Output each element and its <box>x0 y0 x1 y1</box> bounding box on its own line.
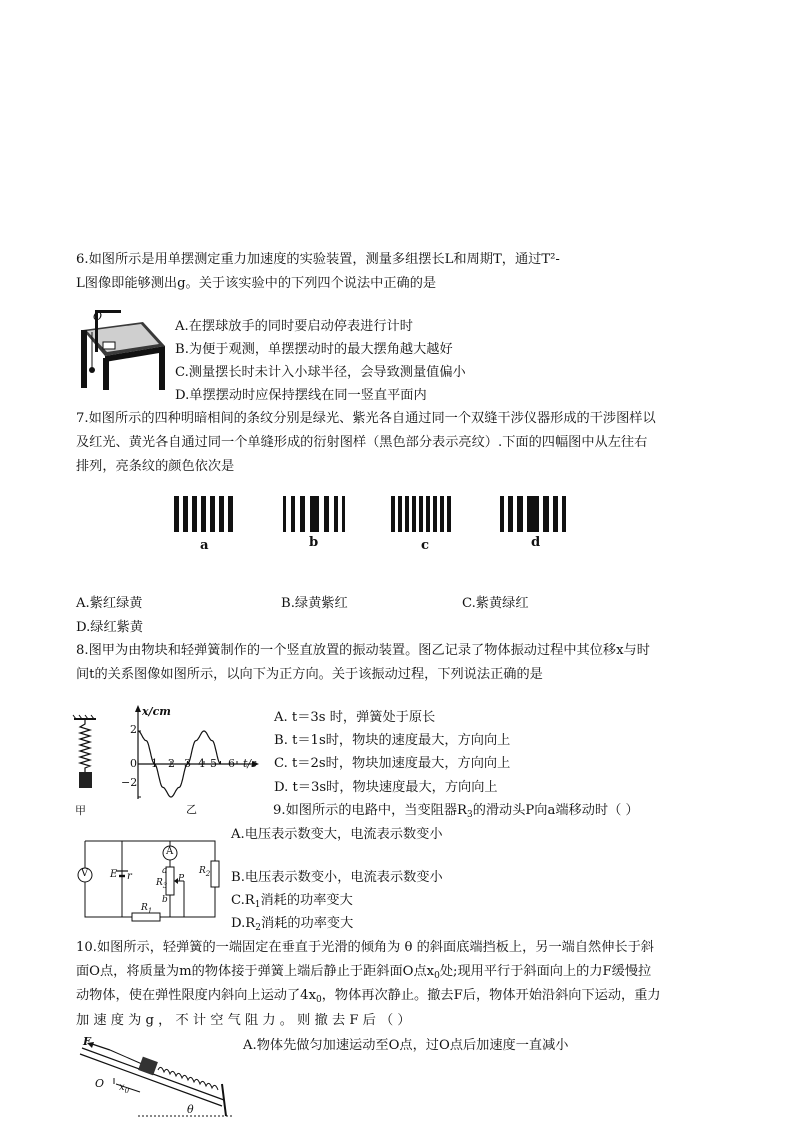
q10-line3-pre: 动物体，使在弹性限度内斜向上运动了4x <box>76 988 317 1003</box>
fringe-label-d: d <box>531 535 541 550</box>
graph-ytick-neg2: −2 <box>121 776 138 789</box>
emf-label: E <box>110 869 118 880</box>
q10-stem-line1: 10.如图所示，轻弹簧的一端固定在垂直于光滑的倾角为 θ 的斜面底端挡板上，另一端自然伸长于斜 <box>76 940 654 955</box>
q7-stem-line3: 排列，亮条纹的颜色依次是 <box>76 459 235 474</box>
graph-xtick-6: 6 <box>228 757 235 770</box>
spring-block-figure <box>72 716 102 806</box>
q7-option-d: D.绿红紫黄 <box>76 620 144 635</box>
q10-line2-pre: 面O点，将质量为m的物体接于弹簧上端后静止于距斜面O点x <box>76 964 435 979</box>
q9-option-c-pre: C.R <box>231 893 255 908</box>
q9-option-c-sub: 1 <box>254 900 261 910</box>
r3-end-a-label: a <box>162 866 168 876</box>
q8-stem-line2: 间t的关系图像如图所示，以向下为正方向。关于该振动过程，下列说法正确的是 <box>76 667 543 682</box>
q8-option-b: B. t＝1s时，物块的速度最大，方向向上 <box>274 733 511 748</box>
distance-label-sub: 0 <box>124 1087 130 1095</box>
q9-stem-pre: 9.如图所示的电路中，当变阻器R <box>273 803 467 818</box>
fringe-pattern-d <box>500 496 566 532</box>
graph-xtick-1: 1 <box>151 757 158 770</box>
q8-stem-line1: 8.图甲为由物块和轻弹簧制作的一个竖直放置的振动装置。图乙记录了物体振动过程中其位移x与时 <box>76 643 650 658</box>
q9-option-d-pre: D.R <box>231 916 256 931</box>
force-label-F: F <box>83 1035 91 1048</box>
q7-option-a: A.紫红绿黄 <box>76 596 143 611</box>
r1-label-sub: 1 <box>147 907 153 915</box>
pendulum-apparatus-figure <box>73 300 173 390</box>
q6-option-c: C.测量摆长时未计入小球半径，会导致测量值偏小 <box>175 365 466 380</box>
r1-label-main: R <box>141 903 148 913</box>
fringe-pattern-a <box>174 496 234 532</box>
graph-xtick-3: 3 <box>184 757 191 770</box>
r2-label-main: R <box>199 866 206 876</box>
q9-stem-post: 的滑动头P向a端移动时（ ） <box>472 803 639 818</box>
q10-stem-line4: 加 速 度 为 g ， 不 计 空 气 阻 力 。 则 撤 去 F 后 （ ） <box>76 1013 411 1028</box>
r2-label <box>199 866 210 878</box>
graph-xlabel: t/s <box>243 757 257 770</box>
q10-line3-sub: 0 <box>316 995 322 1005</box>
internal-resistance-label: r <box>127 871 132 882</box>
q10-line2-sub: 0 <box>434 971 440 981</box>
fringe-label-b: b <box>309 535 319 550</box>
r2-label-sub: 2 <box>205 870 211 878</box>
q6-option-d: D.单摆摆动时应保持摆线在同一竖直平面内 <box>175 388 427 403</box>
figure-label-jia: 甲 <box>75 804 86 817</box>
ammeter-label: A <box>166 846 174 857</box>
r3-end-b-label: b <box>162 895 168 905</box>
fringe-pattern-c <box>391 496 455 532</box>
graph-axes <box>135 705 259 799</box>
q6-option-a: A.在摆球放手的同时要启动停表进行计时 <box>175 319 413 334</box>
q8-option-c: C. t＝2s时，物块加速度最大，方向向上 <box>274 756 511 771</box>
figure-label-yi: 乙 <box>186 803 197 816</box>
q8-option-d: D. t＝3s时，物块速度最大，方向向上 <box>274 780 498 795</box>
distance-label-x0 <box>119 1082 129 1095</box>
graph-ytick-0: 0 <box>130 757 137 770</box>
angle-label-theta: θ <box>187 1103 194 1116</box>
distance-label-main: x <box>119 1082 125 1093</box>
q9-option-a: A.电压表示数变大，电流表示数变小 <box>231 827 443 842</box>
q7-stem-line2: 及红光、黄光各自通过同一个单缝形成的衍射图样（黑色部分表示亮纹）.下面的四幅图中从左往右 <box>76 435 648 450</box>
point-label-O: O <box>95 1077 105 1090</box>
fringe-label-a: a <box>200 538 209 553</box>
q10-line2-post: 处;现用平行于斜面向上的力F缓慢拉 <box>439 964 652 979</box>
q7-option-b: B.绿黄紫红 <box>281 596 348 611</box>
fringe-label-c: c <box>421 538 430 553</box>
graph-xtick-2: 2 <box>168 757 175 770</box>
q7-stem-line1: 7.如图所示的四种明暗相间的条纹分别是绿光、紫光各自通过同一个双缝干涉仪器形成的干涉图样以 <box>76 411 656 426</box>
q9-option-c-post: 消耗的功率变大 <box>260 893 353 908</box>
q9-option-b: B.电压表示数变小，电流表示数变小 <box>231 870 443 885</box>
r1-label <box>141 903 152 915</box>
q6-stem-line1: 6.如图所示是用单摆测定重力加速度的实验装置，测量多组摆长L和周期T，通过T²- <box>76 252 560 267</box>
r3-label-sub: 3 <box>162 882 168 890</box>
voltmeter-label: V <box>81 868 89 879</box>
r3-label <box>156 878 167 890</box>
fringe-pattern-b <box>283 496 343 532</box>
pendulum-label-O: O <box>93 310 103 323</box>
graph-ytick-2: 2 <box>130 723 137 736</box>
q6-option-b: B.为便于观测，单摆摆动时的最大摆角越大越好 <box>175 342 453 357</box>
graph-xtick-4: 4 <box>198 757 205 770</box>
q10-option-a: A.物体先做匀加速运动至O点，过O点后加速度一直减小 <box>243 1038 569 1053</box>
r3-label-main: R <box>156 878 163 888</box>
q9-option-d-post: 消耗的功率变大 <box>260 916 354 931</box>
slider-p-label: P <box>178 874 185 884</box>
graph-xtick-5: 5 <box>210 757 217 770</box>
q9-option-d-sub: 2 <box>255 923 261 933</box>
q7-option-c: C.紫黄绿红 <box>462 596 529 611</box>
q6-stem-line2: L图像即能够测出g。关于该实验中的下列四个说法中正确的是 <box>76 276 437 291</box>
q8-option-a: A. t＝3s 时，弹簧处于原长 <box>274 710 436 725</box>
graph-ylabel: x/cm <box>142 705 171 718</box>
q9-stem-sub: 3 <box>466 810 473 820</box>
q10-line3-post: ，物体再次静止。撤去F后，物体开始沿斜向下运动，重力 <box>321 988 661 1003</box>
